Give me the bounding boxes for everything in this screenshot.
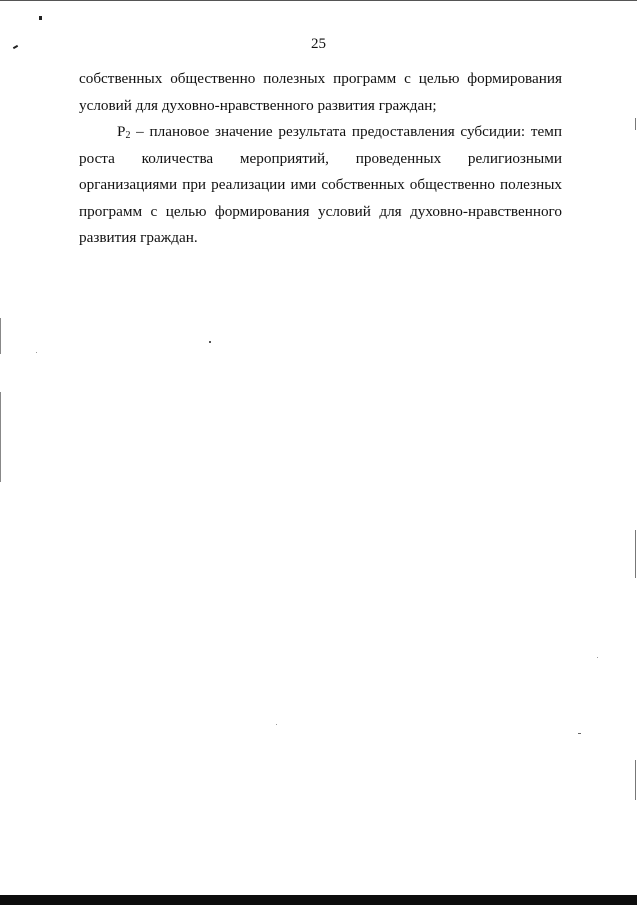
p2-symbol: P [117, 123, 126, 140]
p2-subscript: 2 [125, 130, 131, 141]
paragraph-continuation: собственных общественно полезных программ с целью формирования условий для духовно-нравственного развития граждан; [79, 70, 562, 114]
scan-right-edge [635, 760, 636, 800]
p2-definition-text: – плановое значение результата предоставления субсидии: темп роста количества мероприятий, проведенных религиозными организациями при реализации ими собственных общественно полезных программ с целью формирования условий для духовно-нравственного развития граждан. [79, 123, 562, 246]
scan-speck [276, 724, 277, 725]
scan-speck [36, 352, 37, 353]
scan-right-edge [635, 118, 636, 130]
paragraph-p2-definition [79, 119, 562, 252]
scan-left-edge [0, 392, 1, 482]
scan-top-edge [0, 0, 637, 1]
scan-speck [597, 657, 598, 658]
scan-speck [578, 733, 581, 734]
scan-left-edge [0, 318, 1, 354]
scan-speck [209, 341, 211, 343]
scan-dot [39, 16, 42, 20]
scan-right-edge [635, 530, 636, 578]
body-text [79, 66, 562, 252]
scan-bottom-edge [0, 895, 637, 905]
page-number: 25 [311, 36, 326, 52]
